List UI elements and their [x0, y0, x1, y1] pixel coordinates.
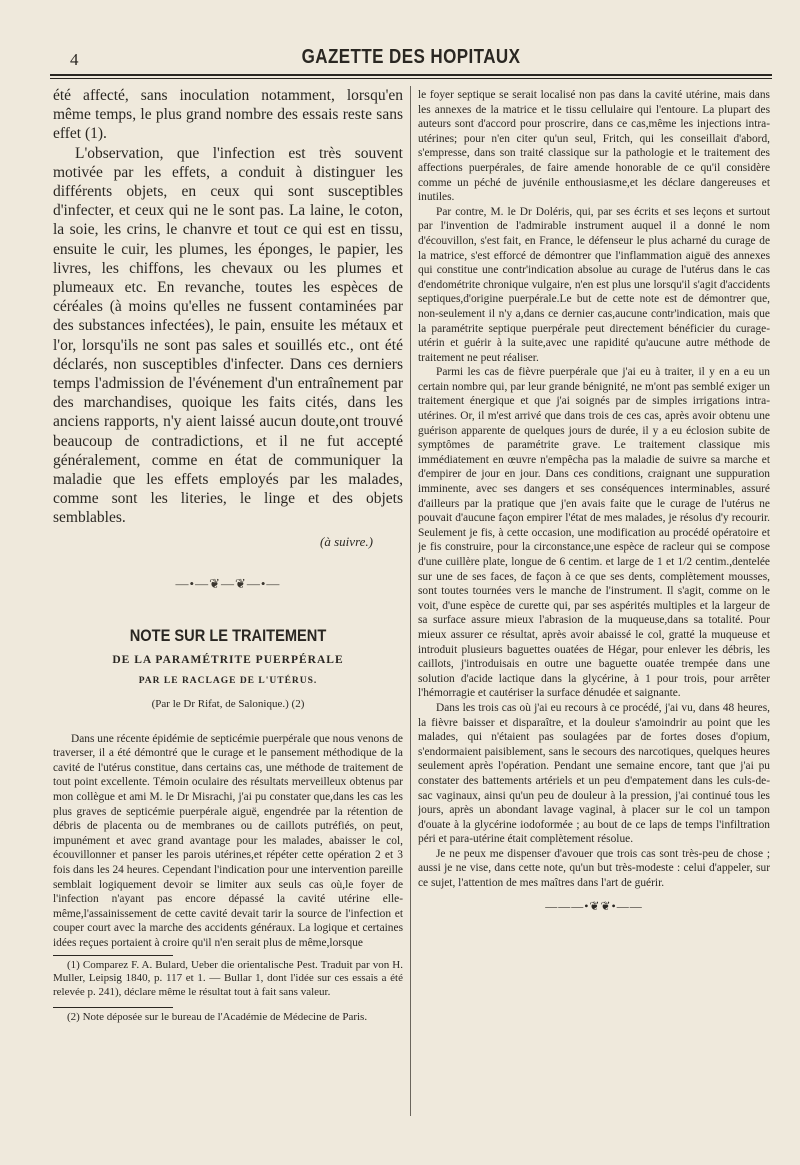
article-author: (Par le Dr Rifat, de Salonique.) (2)	[151, 697, 305, 710]
article-subtitle: DE LA PARAMÉTRITE PUERPÉRALE	[112, 653, 344, 666]
footnote-rule	[53, 1007, 173, 1008]
to-be-continued: (à suivre.)	[320, 533, 373, 549]
column-divider	[410, 86, 411, 1116]
article-paragraph: Dans une récente épidémie de septicémie puerpérale que nous venons de traverser, il a été démontré que le curage et le pansement méthodique de la cavité de l'utérus constitue, dans certains cas, une méthode de traitement de tout point excellente. Témoin oculaire des résultats merveilleux obtenus par mon collègue et ami M. le Dr Misrachi, j'ai pu constater que,dans les cas les plus graves de septicémie puerpérale aiguë, engendrée par la rétention de débris de placenta ou de membranes ou de caillots putréfiés, on peut, impunément et avec grand avantage pour les malades, abaisser le col, écouvillonner et panser les parois utérines,et répéter cette opération 2 et 3 fois dans les 24 heures. Cependant l'indication pour une intervention pareille semblait logiquement devoir se limiter aux seuls cas où,le foyer de l'infection n'ayant pas encore dépassé la cavité utérine elle-même,l'assainissement de cette cavité devait tarir la source de l'infection et couper court avec la marche des accidents généraux. La logique et certaines idées reçues portaient à croire qu'il n'en serait plus de même,lorsque	[53, 732, 403, 949]
header-rule	[50, 74, 772, 76]
page-header	[50, 44, 772, 74]
page-number: 4	[70, 50, 79, 69]
article-body	[53, 732, 403, 951]
section-ornament: —•—❦—❦—•—	[175, 575, 281, 591]
continued-article	[53, 86, 403, 528]
footnote: (2) Note déposée sur le bureau de l'Académie de Médecine de Paris.	[67, 1011, 368, 1024]
journal-title: GAZETTE DES HOPITAUX	[301, 46, 521, 68]
footnote: (1) Comparez F. A. Bulard, Ueber die orientalische Pest. Traduit par von H. Muller, Leipsig 1840, p. 117 et 1. — Bullar 1, dont l'idée sur ces essais a été relevée p. 241), déclare même le résultat tout à fait sans valeur.	[53, 958, 403, 998]
article-paragraph: le foyer septique se serait localisé non pas dans la cavité utérine, mais dans les annexes de la matrice et le tissu cellulaire qui l'entoure. La plupart des auteurs sont d'accord pour proscrire, dans ce cas,même les injections intra-utérines; pour n'en citer qu'un seul, Fritch, qui les conseillait d'abord, s'empresse, dans son traité classique sur la pathologie et le traitement des affections puerpérales, de faire amende honorable de ce qu'il considère comme un péché de juvénile enthousiasme,et les déclare dangereuses et inutiles.	[418, 89, 770, 204]
end-ornament: ———•❦❦•——	[545, 898, 643, 913]
article-paragraph: Par contre, M. le Dr Doléris, qui, par ses écrits et ses leçons et surtout par l'invention de l'admirable instrument auquel il a donné le nom d'écouvillon, s'est fait, en France, le défenseur le plus acharné du curage de la matrice, s'est efforcé de démontrer que l'inflammation aiguë des annexes qui constitue une contr'indication absolue au curage de l'utérus dans le cas d'endométrite chronique vulgaire, n'en est plus une lorsqu'il s'agit d'accidents septiques,d'origine puerpérale.Le but de cette note est de démontrer que, non-seulement il n'y a,dans ce dernier cas,aucune contr'indication, mais que la paramétrite septique puerpérale peut directement bénéficier du curage-utérin et guérir à la suite,avec une rapidité qu'aucune autre méthode de traitement ne peut réaliser.	[418, 205, 770, 364]
article-paragraph: Je ne peux me dispenser d'avouer que trois cas sont très-peu de chose ; aussi je ne vise, dans cette note, qu'un but très-modeste : celui d'appeler, sur ce sujet, l'attention de mes maîtres dans l'art de guérir.	[418, 847, 770, 890]
article-subtitle-method: PAR LE RACLAGE DE L'UTÉRUS.	[138, 675, 318, 686]
continuation-paragraph: été affecté, sans inoculation notamment, lorsqu'en même temps, le plus grand nombre des essais reste sans effet (1).	[53, 87, 403, 143]
right-column	[418, 88, 770, 1108]
article-paragraph: Dans les trois cas où j'ai eu recours à ce procédé, j'ai vu, dans 48 heures, la fièvre baisser et disparaître, et la douleur s'amoindrir au point que les malades, qui n'étaient pas soulagées par de fortes doses d'opium, s'endormaient paisiblement, sans le secours des narcotiques, quelques heures seulement après l'opération. Pendant une semaine encore, tant que j'ai pu constater des battements artériels et un peu d'empatement dans les culs-de-sac vaginaux, ainsi qu'un peu de douleur à la pression, j'ai continué tous les jours, après un abondant lavage vaginal, à placer sur le col un tampon d'ouate à la glycérine iodoformée ; au bout de ce laps de temps l'infiltration péri et para-utérine était complètement résolue.	[418, 701, 770, 846]
footnote-rule	[53, 955, 173, 956]
continuation-paragraph: L'observation, que l'infection est très souvent motivée par les effets, a conduit à distinguer les différents objets, en ceux qui sont susceptibles d'infecter, et ceux qui ne le sont pas. La laine, le coton, la soie, les crins, le chanvre et tout ce qui est en tissu, ensuite le cuir, les plumes, les éponges, le papier, les livres, les chiffons, les chevaux ou les plumes et plumeaux etc. En revanche, toutes les espèces de céréales (à moins qu'elles ne fussent contaminées par des substances infectées), le pain, ensuite les métaux et l'or, lorsqu'ils ne sont pas sales et souillés etc., ont été déclarés, non susceptibles d'infecter. Dans ces derniers temps l'admission de l'événement d'un entraînement par des marchandises, quoique les faits cités, dans les anciens rapports, n'y aient laissé aucun doute,ont trouvé beaucoup de contradictions, et il ne fut accepté généralement, comme en état de communiquer la maladie que les effets employés par les malades, comme sont les literies, le linge et des objets semblables.	[53, 144, 403, 527]
header-rule-thin	[50, 78, 772, 79]
article-body-continued	[418, 88, 770, 891]
article-paragraph: Parmi les cas de fièvre puerpérale que j'ai eu à traiter, il y en a eu un certain nombre qui, par leur grande bénignité, ne m'ont pas semblé exiger un traitement énergique et que j'ai soignés par de simples irrigations intra-utérines. Or, il m'est arrivé que dans trois de ces cas, après avoir obtenu une guérison apparente de quelques jours de durée, il y a eu éclosion subite de symptômes de paramétrite grave. Le traitement classique mis immédiatement en œuvre n'empêcha pas la maladie de suivre sa marche et d'empirer de jour en jour. Dans ces conditions, craignant une suppuration imminente, avec ses dangers et ses conséquences interminables, assuré d'ailleurs par la pratique que j'en avais faite que le curage de l'utérus ne pouvait d'aucune façon empirer l'état de mes malades, je résolus d'y recourir. Seulement je fis, à cette occasion, une modification au procédé opératoire et je fis construire, pour la circonstance,une espèce de racleur qui se compose d'une cuillère plate, longue de 6 centim. et large de 1 et 1/2 centim.,dentelée sur une de ses faces, de façon à ce que ses dents, complètement mousses, sont toutes tournées vers le manche de l'instrument. Il s'agit, comme on le voit, d'une espèce de curette qui, par ses aspérités multiples et la largeur de sa surface assure mieux l'abrasion de la muqueuse,dans sa totalité. Pour mieux assurer ce résultat, après avoir abaissé le col, gratté la muqueuse et introduit plusieurs baguettes ouatées de Hégar, pour enlever les débris, les caillots, j'introduisais en outre une baguette ouatée trempée dans une solution d'acide lactique dans la glycérine, à 1 pour trois, pour arrêter l'hémorragie et cautériser la surface dénudée et saignante.	[418, 366, 770, 700]
left-column	[53, 86, 403, 1116]
article-title: NOTE SUR LE TRAITEMENT	[129, 625, 327, 645]
